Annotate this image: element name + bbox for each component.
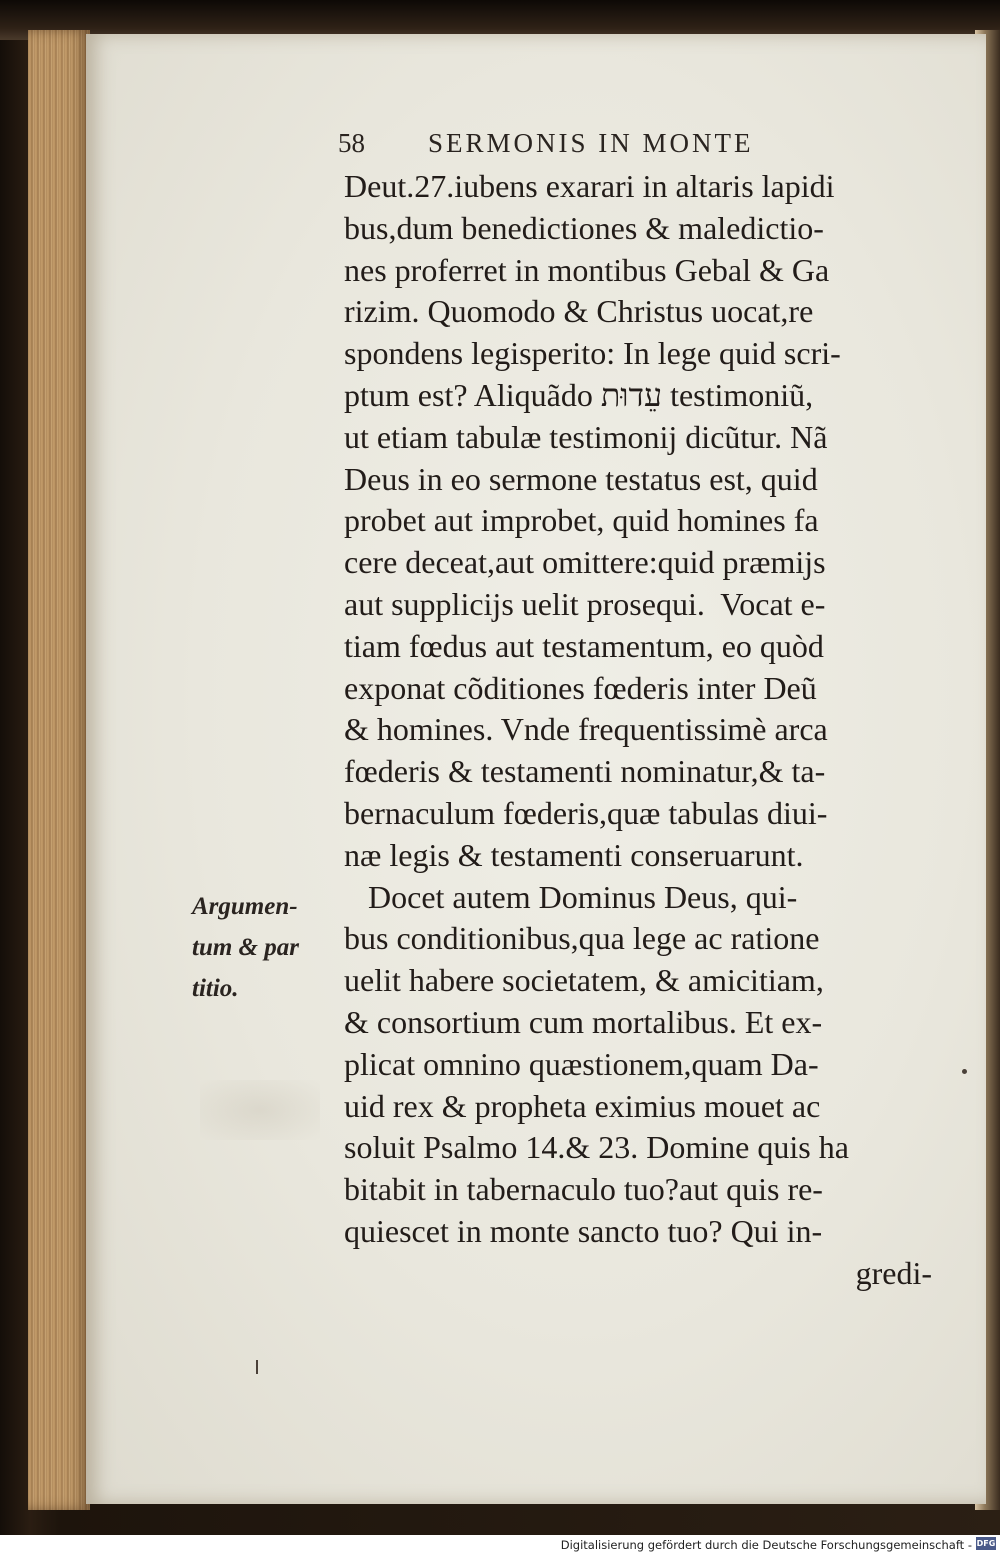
text-line: & homines. Vnde frequentissimè arca: [344, 711, 828, 748]
text-line: bus,dum benedictiones & maledictio-: [344, 209, 824, 246]
text-line: plicat omnino quæstionem,quam Da-: [344, 1045, 819, 1082]
paper-stain: [200, 1080, 320, 1140]
page-header: [338, 128, 938, 166]
text-line: & consortium cum mortalibus. Et ex-: [344, 1003, 823, 1040]
margin-note-line: tum & par: [192, 934, 299, 961]
text-line: aut supplicijs uelit prosequi. Vocat e-: [344, 585, 826, 622]
text-line: Deut.27.iubens exarari in altaris lapidi: [344, 168, 835, 204]
text-line: bus conditionibus,qua lege ac ratione: [344, 920, 820, 957]
running-head: SERMONIS IN MONTE: [428, 128, 754, 158]
ink-mark: [256, 1360, 258, 1374]
text-line: ut etiam tabulæ testimonij dicũtur. Nã: [344, 418, 828, 455]
text-line: quiescet in monte sancto tuo? Qui in-: [344, 1212, 823, 1249]
text-line: fœderis & testamenti nominatur,& ta-: [344, 753, 826, 790]
text-line: nes proferret in montibus Gebal & Ga: [344, 251, 830, 288]
text-line: næ legis & testamenti conseruarunt.: [344, 836, 804, 873]
text-line: ptum est? Aliquãdo עֵדוּת testimoniũ,: [344, 376, 814, 413]
catchword: gredi-: [855, 1254, 932, 1291]
book-page-edges: [28, 30, 90, 1510]
text-line: uelit habere societatem, & amicitiam,: [344, 962, 824, 999]
margin-note: [192, 886, 337, 1009]
ink-dot: [962, 1069, 967, 1074]
text-line: spondens legisperito: In lege quid scri-: [344, 335, 841, 372]
text-line: cere deceat,aut omittere:quid præmijs: [344, 544, 826, 581]
text-line: soluit Psalmo 14.& 23. Domine quis ha: [344, 1129, 849, 1166]
text-line: Docet autem Dominus Deus, qui-: [344, 878, 798, 915]
text-line: bernaculum fœderis,quæ tabulas diui-: [344, 794, 828, 831]
text-line: probet aut improbet, quid homines fa: [344, 502, 819, 539]
page-number: 58: [338, 128, 365, 158]
margin-note-line: Argumen-: [192, 893, 298, 920]
margin-note-line: titio.: [192, 975, 239, 1002]
dfg-credit: Digitalisierung gefördert durch die Deutsche Forschungsgemeinschaft -: [560, 1538, 972, 1552]
text-line: Deus in eo sermone testatus est, quid: [344, 460, 818, 497]
text-line: exponat cõditiones fœderis inter Deũ: [344, 669, 817, 706]
dfg-logo: DFG: [976, 1539, 996, 1548]
text-line: uid rex & propheta eximius mouet ac: [344, 1087, 821, 1124]
body-text: [344, 166, 944, 1295]
text-line: rizim. Quomodo & Christus uocat,re: [344, 293, 814, 330]
text-line: bitabit in tabernaculo tuo?aut quis re-: [344, 1171, 823, 1208]
text-line: tiam fœdus aut testamentum, eo quòd: [344, 627, 824, 664]
